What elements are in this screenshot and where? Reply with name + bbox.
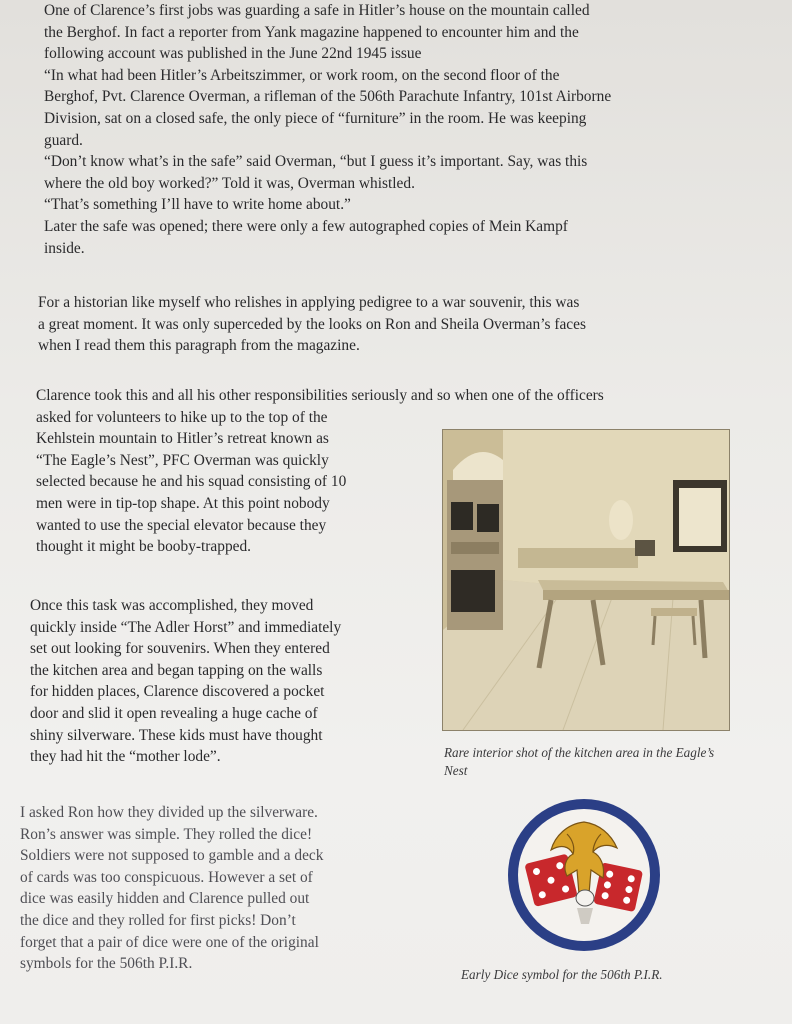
paragraph-adler-horst (30, 595, 418, 768)
text-line: Soldiers were not supposed to gamble and a deck (20, 847, 324, 865)
text-line: “The Eagle’s Nest”, PFC Overman was quickly (36, 451, 329, 469)
text-line: set out looking for souvenirs. When they entered (30, 640, 330, 658)
text-line: a great moment. It was only superceded by the looks on Ron and Sheila Overman’s faces (38, 315, 586, 333)
text-line: quickly inside “The Adler Horst” and immediately (30, 618, 342, 636)
dice-patch-icon (507, 798, 661, 952)
text-line: Kehlstein mountain to Hitler’s retreat known as (36, 430, 329, 448)
text-line: shiny silverware. These kids must have thought (30, 726, 323, 744)
text-line: forget that a pair of dice were one of the original (20, 933, 319, 951)
text-line: selected because he and his squad consisting of 10 (36, 473, 347, 491)
text-line: “In what had been Hitler’s Arbeitszimmer, or work room, on the second floor of the (44, 66, 560, 84)
text-line: symbols for the 506th P.I.R. (20, 955, 193, 973)
text-line: “That’s something I’ll have to write home about.” (44, 196, 351, 214)
text-line: guard. (44, 131, 83, 149)
text-line: asked for volunteers to hike up to the top of the (36, 408, 328, 426)
text-line: they had hit the “mother lode”. (30, 748, 221, 766)
dice-patch-emblem (507, 798, 661, 952)
text-line: I asked Ron how they divided up the silverware. (20, 804, 318, 821)
text-line: men were in tip-top shape. At this point nobody (36, 494, 330, 512)
text-line: Later the safe was opened; there were only a few autographed copies of Mein Kampf (44, 217, 568, 235)
text-line: door and slid it open revealing a huge cache of (30, 704, 318, 722)
text-line: following account was published in the June 22nd 1945 issue (44, 45, 422, 63)
kitchen-photo (443, 430, 729, 730)
text-line: dice was easily hidden and Clarence pulled out (20, 890, 310, 908)
text-line: wanted to use the special elevator because they (36, 516, 327, 534)
text-line: when I read them this paragraph from the magazine. (38, 337, 360, 355)
paragraph-berghof-safe (44, 0, 734, 259)
text-line: where the old boy worked?” Told it was, Overman whistled. (44, 174, 415, 192)
text-line: “Don’t know what’s in the safe” said Overman, “but I guess it’s important. Say, was this (44, 153, 588, 171)
dice-patch-caption: Early Dice symbol for the 506th P.I.R. (461, 967, 663, 982)
text-line: of cards was too conspicuous. However a set of (20, 868, 313, 886)
text-line: thought it might be booby-trapped. (36, 538, 252, 556)
text-line: the dice and they rolled for first picks! Don’t (20, 911, 296, 929)
text-line: Division, sat on a closed safe, the only piece of “furniture” in the room. He was keeping (44, 109, 587, 127)
text-line: inside. (44, 239, 85, 257)
text-line: the Berghof. In fact a reporter from Yank magazine happened to encounter him and the (44, 23, 579, 41)
text-line: Berghof, Pvt. Clarence Overman, a rifleman of the 506th Parachute Infantry, 101st Airborne (44, 88, 612, 106)
text-line: For a historian like myself who relishes in applying pedigree to a war souvenir, this was (38, 294, 580, 311)
kitchen-photo-image (443, 430, 729, 730)
text-line: Once this task was accomplished, they moved (30, 597, 314, 614)
kitchen-photo-caption: Rare interior shot of the kitchen area in the Eagle’s Nest (444, 745, 715, 778)
paragraph-dice (20, 802, 412, 975)
text-line: Ron’s answer was simple. They rolled the dice! (20, 825, 313, 843)
text-line: for hidden places, Clarence discovered a pocket (30, 683, 325, 701)
text-line: Clarence took this and all his other responsibilities seriously and so when one of the officers (36, 387, 604, 404)
paragraph-historian (38, 292, 732, 357)
text-line: the kitchen area and began tapping on the walls (30, 661, 323, 679)
text-line: One of Clarence’s first jobs was guarding a safe in Hitler’s house on the mountain called (44, 2, 590, 19)
